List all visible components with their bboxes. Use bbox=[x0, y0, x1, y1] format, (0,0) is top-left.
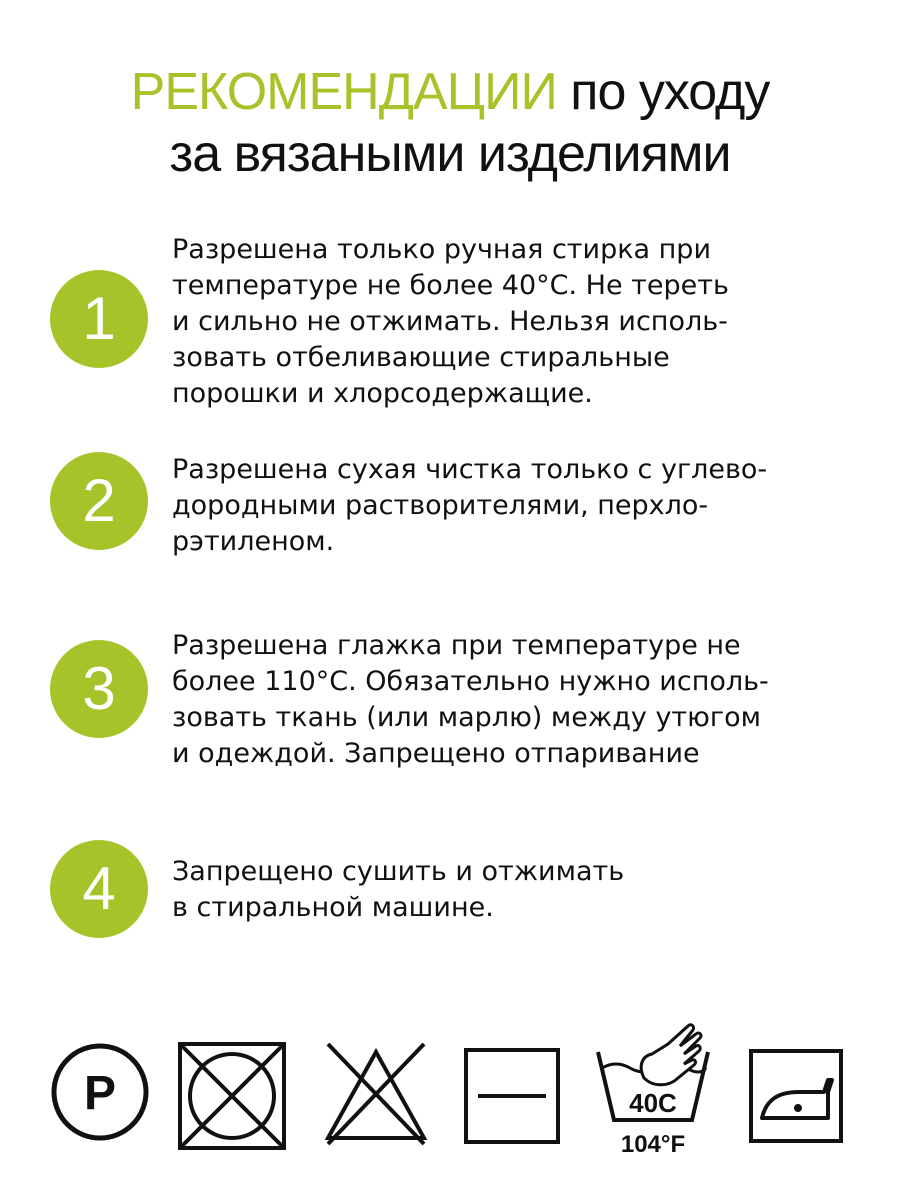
wash-temp-c: 40C bbox=[629, 1088, 677, 1118]
care-item-text: Разрешена глажка при температуре не более 110°С. Обязательно нужно исполь- зовать ткань (или марлю) между утюгом и одеждой. Запрещено отпаривание bbox=[172, 630, 769, 769]
number-badge: 4 bbox=[50, 840, 148, 938]
hand-wash-40-icon bbox=[592, 1016, 718, 1158]
care-item-text: Разрешена только ручная стирка при температуре не более 40°С. Не тереть и сильно не отжимать. Нельзя исполь- зовать отбеливающие стиральные порошки и хлорсодержащие. bbox=[172, 234, 729, 409]
no-tumble-dry-icon bbox=[176, 1040, 288, 1152]
care-symbols-row bbox=[0, 1030, 900, 1180]
title-rest: по уходу bbox=[556, 63, 770, 121]
dry-flat-icon bbox=[462, 1046, 562, 1146]
no-bleach-icon bbox=[320, 1038, 432, 1150]
p-letter: P bbox=[83, 1067, 117, 1120]
page-title-line-1 bbox=[0, 62, 900, 122]
title-accent: РЕКОМЕНДАЦИИ bbox=[130, 63, 557, 121]
number-badge: 3 bbox=[50, 640, 148, 738]
page-title-line-2: за вязаными изделиями bbox=[169, 125, 731, 183]
number-badge: 2 bbox=[50, 452, 148, 550]
care-item-text: Запрещено сушить и отжимать в стиральной машине. bbox=[172, 856, 625, 923]
care-item-text: Разрешена сухая чистка только с углево- дородными растворителями, перхло- рэтиленом. bbox=[172, 454, 768, 557]
iron-low-icon bbox=[748, 1048, 844, 1144]
professional-cleaning-p-icon bbox=[48, 1040, 152, 1144]
wash-temp-f: 104°F bbox=[620, 1131, 686, 1158]
number-badge: 1 bbox=[50, 270, 148, 368]
